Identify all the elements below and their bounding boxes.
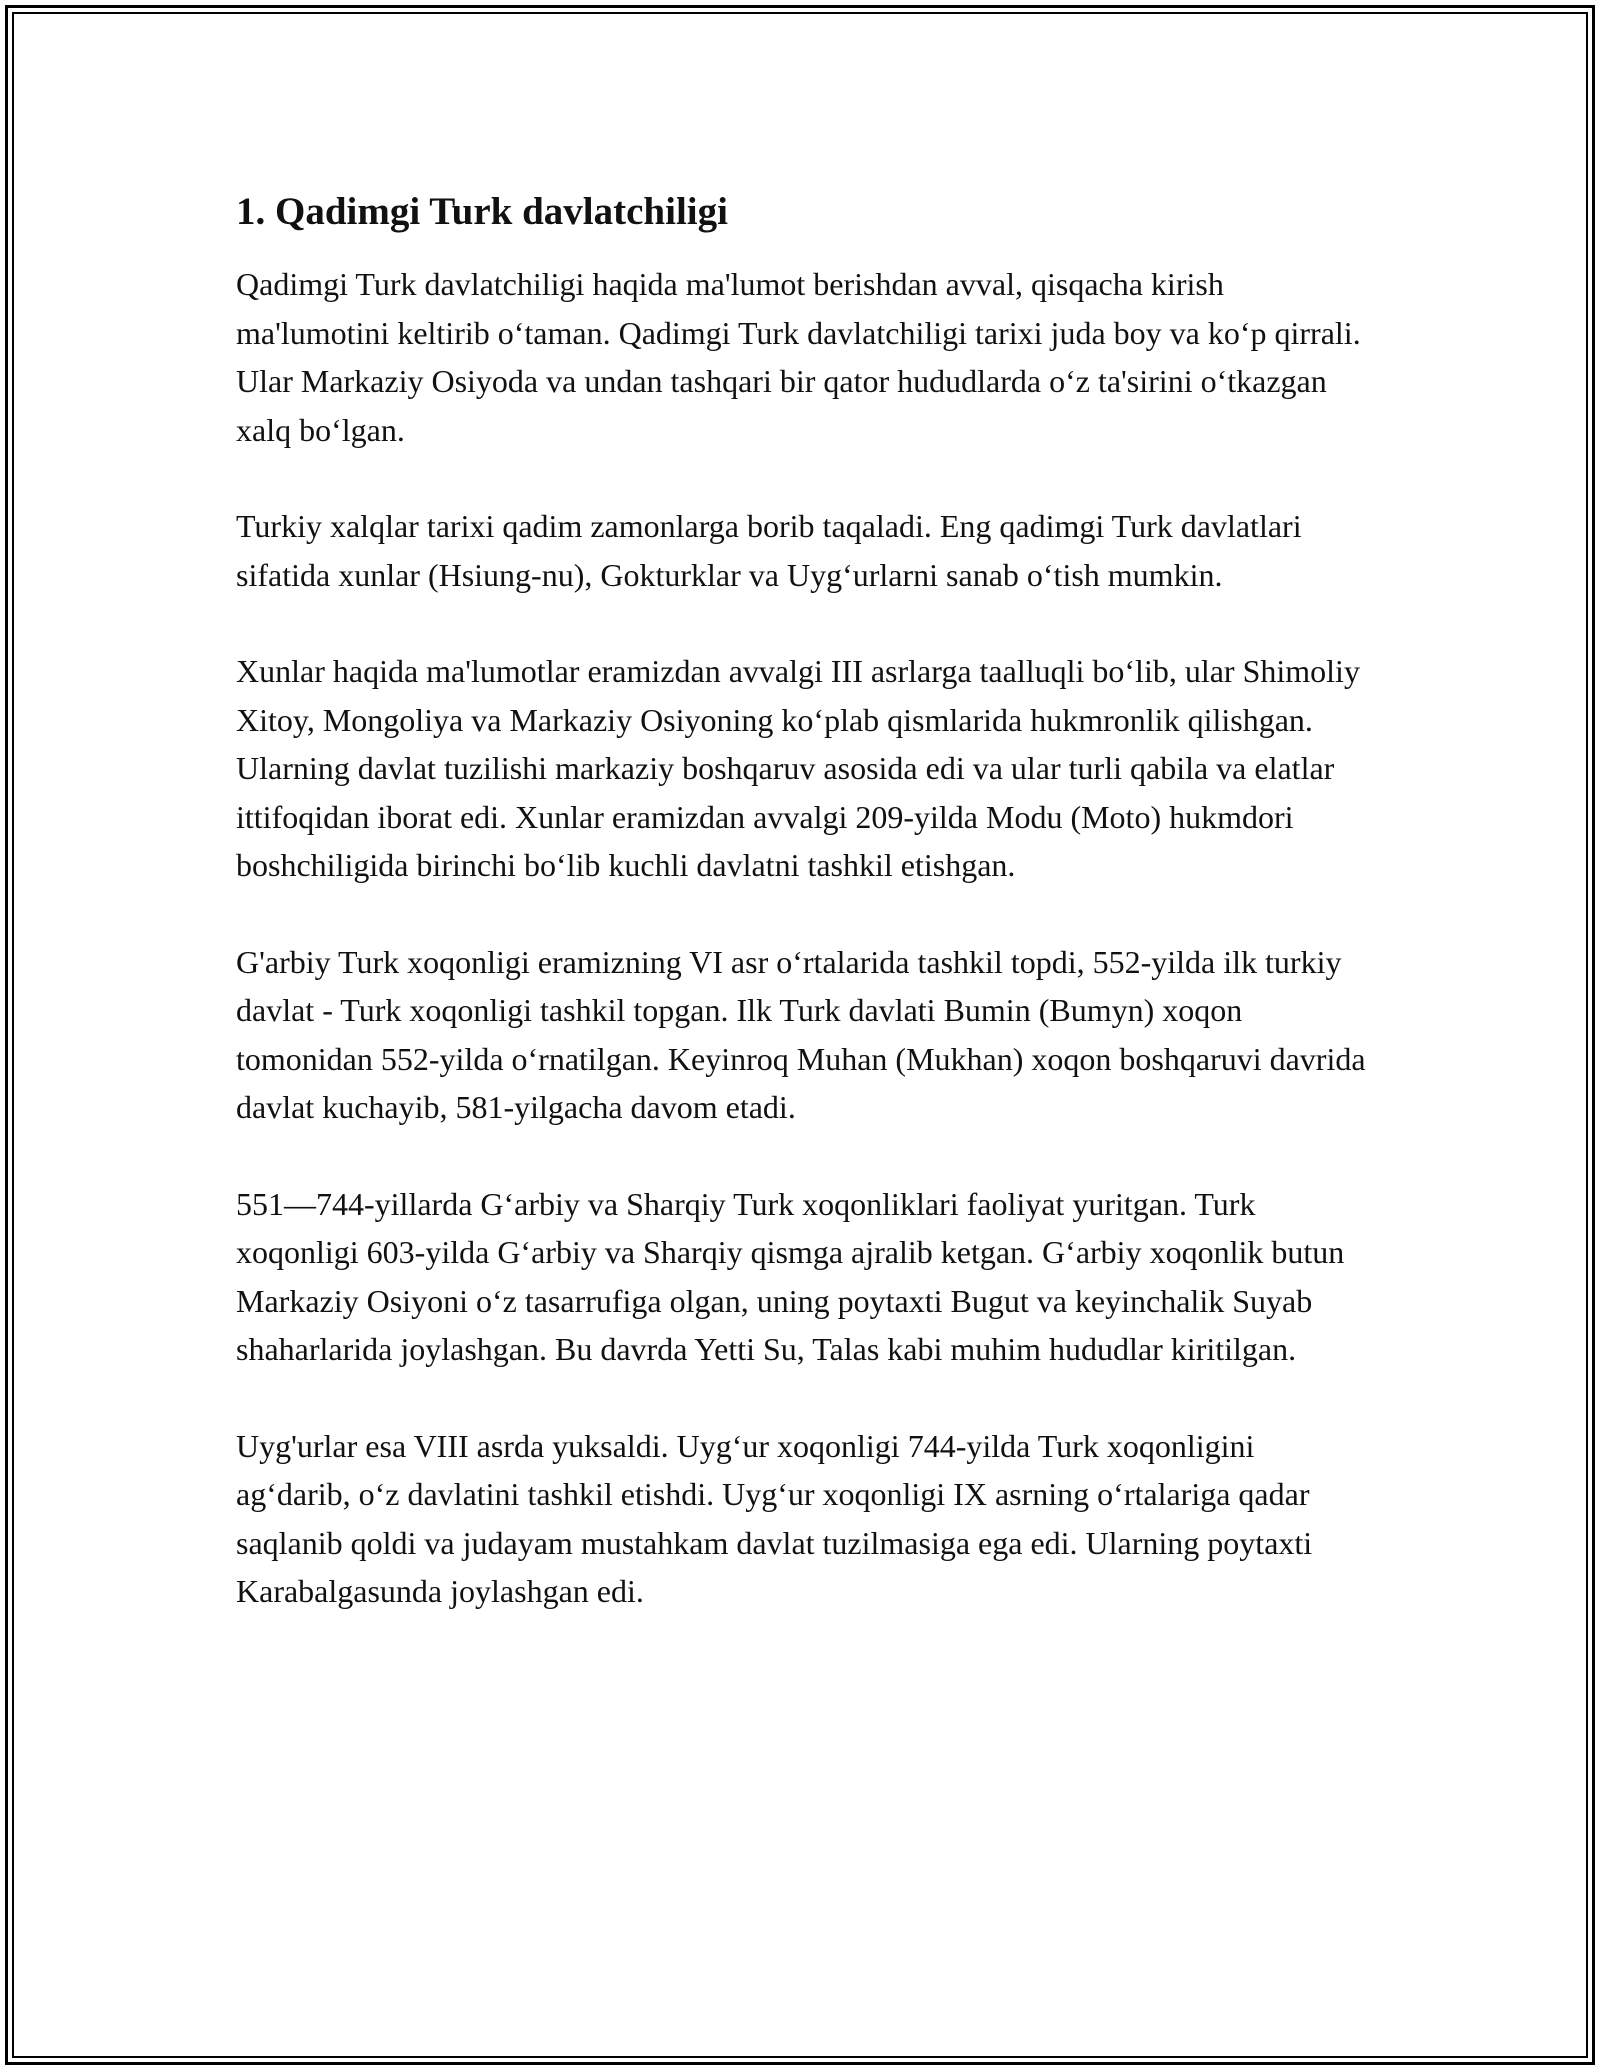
document-body — [236, 186, 1376, 1664]
paragraph-western-eastern-khaganates: 551—744-yillarda G‘arbiy va Sharqiy Turk xoqonliklari faoliyat yuritgan. Turk xoqonligi 603-yilda G‘arbiy va Sharqiy qismga ajralib ketgan. G‘arbiy xoqonlik butun Markaziy Osiyoni o‘z tasarrufiga olgan, uning poytaxti Bugut va keyinchalik Suyab shaharlarida joylashgan. Bu davrda Yetti Su, Talas kabi muhim hududlar kiritilgan. — [236, 1185, 1345, 1367]
section-title: 1. Qadimgi Turk davlatchiligi — [236, 190, 728, 233]
paragraph-intro: Qadimgi Turk davlatchiligi haqida ma'lumot berishdan avval, qisqacha kirish ma'lumotini keltirib o‘taman. Qadimgi Turk davlatchiligi tarixi juda boy va ko‘p qirrali. Ular Markaziy Osiyoda va undan tashqari bir qator hududlarda o‘z ta'sirini o‘tkazgan xalq bo‘lgan. — [236, 266, 1361, 448]
paragraph-xiongnu: Xunlar haqida ma'lumotlar eramizdan avvalgi III asrlarga taalluqli bo‘lib, ular Shimoliy Xitoy, Mongoliya va Markaziy Osiyoning ko‘plab qismlarida hukmronlik qilishgan. Ularning davlat tuzilishi markaziy boshqaruv asosida edi va ular turli qabila va elatlar ittifoqidan iborat edi. Xunlar eramizdan avvalgi 209-yilda Modu (Moto) hukmdori boshchiligida birinchi bo‘lib kuchli davlatni tashkil etishgan. — [236, 653, 1360, 883]
paragraph-uyghur-khaganate: Uyg'urlar esa VIII asrda yuksaldi. Uyg‘ur xoqonligi 744-yilda Turk xoqonligini ag‘darib, o‘z davlatini tashkil etishdi. Uyg‘ur xoqonligi IX asrning o‘rtalariga qadar saqlanib qoldi va judayam mustahkam davlat tuzilmasiga ega edi. Ularning poytaxti Karabalgasunda joylashgan edi. — [236, 1427, 1313, 1609]
paragraph-western-turk-khaganate: G'arbiy Turk xoqonligi eramizning VI asr o‘rtalarida tashkil topdi, 552-yilda ilk turkiy davlat - Turk xoqonligi tashkil topgan. Ilk Turk davlati Bumin (Bumyn) xoqon tomonidan 552-yilda o‘rnatilgan. Keyinroq Muhan (Mukhan) xoqon boshqaruvi davrida davlat kuchayib, 581-yilgacha davom etadi. — [236, 943, 1366, 1125]
paragraph-turkic-peoples: Turkiy xalqlar tarixi qadim zamonlarga borib taqaladi. Eng qadimgi Turk davlatlari sifatida xunlar (Hsiung-nu), Gokturklar va Uyg‘urlarni sanab o‘tish mumkin. — [236, 508, 1302, 593]
